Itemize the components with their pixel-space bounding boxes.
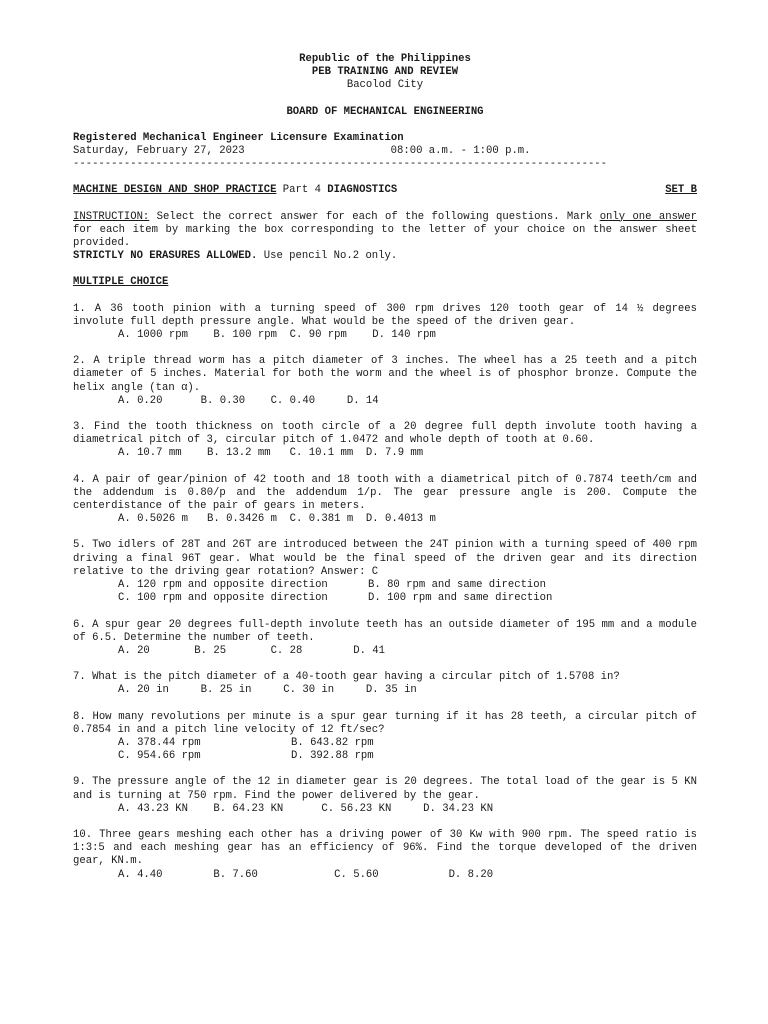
- board-title: BOARD OF MECHANICAL ENGINEERING: [286, 105, 484, 118]
- answer-options: [118, 737, 697, 763]
- question-2: [73, 355, 697, 408]
- divider-rule: ------------------------------------------------------------------------------------: [73, 158, 608, 171]
- diagnostics-label: DIAGNOSTICS: [327, 184, 398, 197]
- exam-title: Registered Mechanical Engineer Licensure Examination: [73, 131, 404, 144]
- question-text: 1. A 36 tooth pinion with a turning speed of 300 rpm drives 120 tooth gear of 14 ½ degrees involute full depth pressure angle. What would be the speed of the driven gear.: [73, 302, 697, 328]
- question-text: 2. A triple thread worm has a pitch diameter of 3 inches. The wheel has a 25 teeth and a pitch diameter of 5 inches. Material for both the worm and the wheel is of phosphor bronze. Compute the helix angle (tan α).: [73, 355, 697, 394]
- question-text: 3. Find the tooth thickness on tooth circle of a 20 degree full depth involute tooth having a diametrical pitch of 3, circular pitch of 1.0472 and whole depth of tooth at 0.60.: [73, 421, 697, 447]
- answer-options: A. 0.5026 m B. 0.3426 m C. 0.381 m D. 0.4013 m: [118, 513, 436, 526]
- exam-page: [73, 53, 697, 882]
- no-erasures: STRICTLY NO ERASURES ALLOWED.: [73, 250, 258, 263]
- pencil-note: Use pencil No.2 only.: [257, 250, 398, 263]
- option-c: C. 954.66 rpm: [118, 750, 201, 763]
- set-label: SET B: [665, 184, 697, 197]
- exam-time: 08:00 a.m. - 1:00 p.m.: [390, 145, 531, 158]
- instruction-text-a: Select the correct answer for each of the following questions. Mark: [149, 210, 600, 223]
- question-text: 5. Two idlers of 28T and 26T are introduced between the 24T pinion with a turning speed of 400 rpm driving a final 96T gear. What would be the final speed of the driven gear and its direction relative to the driving gear rotation? Answer: C: [73, 539, 697, 578]
- question-1: [73, 303, 697, 343]
- option-a: A. 120 rpm and opposite direction: [118, 579, 328, 592]
- option-a: A. 378.44 rpm: [118, 736, 201, 749]
- part-label: Part 4: [276, 184, 328, 197]
- question-3: [73, 421, 697, 461]
- question-9: [73, 776, 697, 816]
- answer-options: A. 20 B. 25 C. 28 D. 41: [118, 644, 386, 657]
- option-b: B. 643.82 rpm: [291, 736, 374, 749]
- answer-options: A. 4.40 B. 7.60 C. 5.60 D. 8.20: [118, 868, 494, 881]
- option-b: B. 80 rpm and same direction: [368, 579, 547, 592]
- answer-options: A. 0.20 B. 0.30 C. 0.40 D. 14: [118, 394, 379, 407]
- question-text: 8. How many revolutions per minute is a spur gear turning if it has 28 teeth, a circular pitch of 0.7854 in and a pitch line velocity of 12 ft/sec?: [73, 710, 697, 736]
- instruction-text-b: for each item by marking the box corresponding to the letter of your choice on the answer sheet provided.: [73, 223, 697, 250]
- answer-options: A. 43.23 KN B. 64.23 KN C. 56.23 KN D. 34.23 KN: [118, 802, 494, 815]
- question-6: [73, 619, 697, 659]
- answer-options: A. 20 in B. 25 in C. 30 in D. 35 in: [118, 684, 417, 697]
- review-center-name: PEB TRAINING AND REVIEW: [311, 66, 459, 79]
- erasure-note: [73, 250, 697, 263]
- question-text: 4. A pair of gear/pinion of 42 tooth and 18 tooth with a diametrical pitch of 0.7874 teeth/cm and the addendum is 0.80/p and the addendum 1/p. The gear pressure angle is 200. Compute the centerdistance of the pair of gears in meters.: [73, 473, 697, 513]
- question-text: 6. A spur gear 20 degrees full-depth involute teeth has an outside diameter of 195 mm and a module of 6.5. Determine the number of teeth.: [73, 618, 697, 644]
- question-text: 7. What is the pitch diameter of a 40-tooth gear having a circular pitch of 1.5708 in?: [73, 671, 620, 684]
- question-4: [73, 474, 697, 527]
- answer-options: [118, 579, 697, 605]
- instruction-emphasis: only one answer: [599, 210, 698, 223]
- question-text: 10. Three gears meshing each other has a driving power of 30 Kw with 900 rpm. The speed ratio is 1:3:5 and each meshing gear has an efficiency of 96%. Find the torque developed of the driven gear, KN.m.: [73, 828, 697, 868]
- question-8: [73, 711, 697, 764]
- city-line: Bacolod City: [346, 79, 424, 92]
- option-d: D. 100 rpm and same direction: [368, 592, 553, 605]
- answer-options: A. 1000 rpm B. 100 rpm C. 90 rpm D. 140 rpm: [118, 329, 436, 342]
- option-d: D. 392.88 rpm: [291, 750, 374, 763]
- instruction-block: [73, 211, 697, 251]
- question-text: 9. The pressure angle of the 12 in diameter gear is 20 degrees. The total load of the gear is 5 KN and is turning at 750 rpm. Find the power delivered by the gear.: [73, 776, 697, 802]
- answer-options: A. 10.7 mm B. 13.2 mm C. 10.1 mm D. 7.9 mm: [118, 447, 424, 460]
- multiple-choice-heading: MULTIPLE CHOICE: [73, 276, 169, 289]
- instruction-label: INSTRUCTION:: [73, 210, 150, 223]
- question-7: [73, 671, 697, 697]
- section-title: [73, 184, 397, 197]
- question-5: [73, 539, 697, 605]
- exam-date: Saturday, February 27, 2023: [73, 145, 245, 158]
- republic-line: Republic of the Philippines: [299, 53, 471, 65]
- question-10: [73, 829, 697, 882]
- section-header: [73, 184, 697, 197]
- exam-schedule: [73, 145, 697, 158]
- option-c: C. 100 rpm and opposite direction: [118, 592, 328, 605]
- subject-title: MACHINE DESIGN AND SHOP PRACTICE: [73, 184, 277, 197]
